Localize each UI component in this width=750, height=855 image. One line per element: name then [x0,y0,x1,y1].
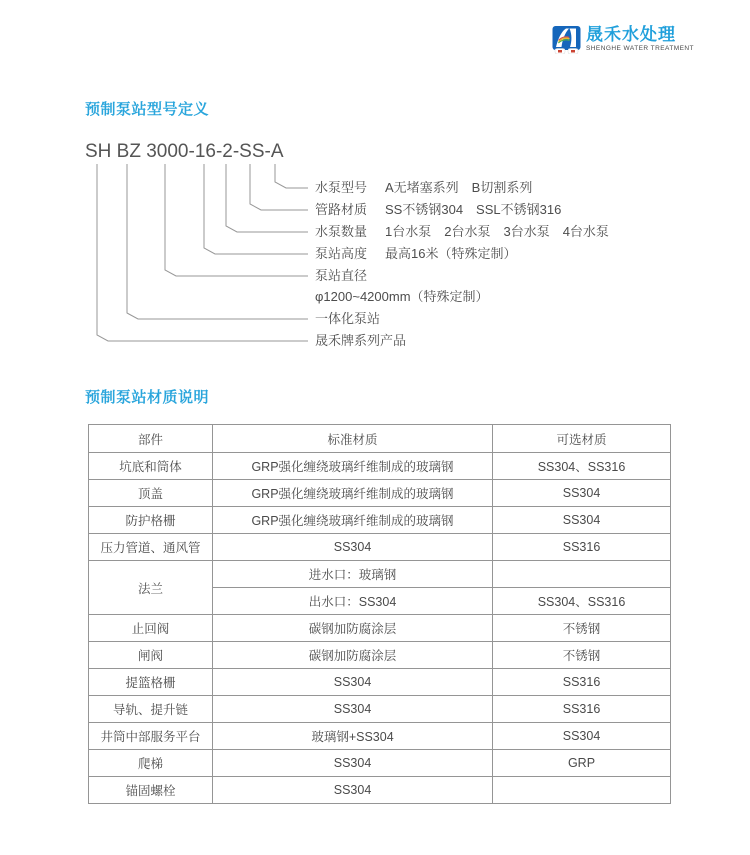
table-cell-standard: SS304 [213,696,493,723]
table-header-row [89,425,671,453]
diagram-term: 泵站直径 [315,268,368,283]
diagram-desc: 1台水泵 2台水泵 3台水泵 4台水泵 [385,224,609,239]
diagram-line [226,164,308,232]
diagram-desc: φ1200~4200mm（特殊定制） [315,289,489,304]
table-cell-standard: SS304 [213,750,493,777]
diagram-label-row [315,202,561,218]
table-cell-optional: SS316 [493,534,671,561]
table-row [89,453,671,480]
diagram-term: 水泵数量 [315,224,368,239]
diagram-line [275,164,308,188]
table-cell-optional: SS304 [493,480,671,507]
logo-text [586,26,694,53]
table-row [89,507,671,534]
table-cell-part: 导轨、提升链 [89,696,213,723]
diagram-label-row [315,268,385,284]
diagram-term: 管路材质 [315,202,368,217]
table-cell-optional: SS316 [493,669,671,696]
materials-table [88,424,671,804]
table-row [89,615,671,642]
table-row [89,750,671,777]
table-row [89,480,671,507]
table-header-standard: 标准材质 [213,425,493,453]
table-cell-optional [493,777,671,804]
table-cell-standard: SS304 [213,777,493,804]
table-cell-part: 压力管道、通风管 [89,534,213,561]
table-cell-standard: 出水口：SS304 [213,588,493,615]
logo-name-cn: 晟禾水处理 [586,25,676,44]
table-cell-optional: 不锈钢 [493,615,671,642]
table-row [89,669,671,696]
table-cell-standard: 进水口：玻璃钢 [213,561,493,588]
table-cell-part: 井筒中部服务平台 [89,723,213,750]
table-cell-part: 爬梯 [89,750,213,777]
diagram-label-row [315,224,609,240]
table-cell-optional: SS304 [493,723,671,750]
logo-name-en: SHENGHE WATER TREATMENT [586,45,694,52]
section-title-model-definition: 预制泵站型号定义 [85,101,210,118]
diagram-line [127,164,308,319]
diagram-label-row [315,180,532,196]
diagram-desc: 最高16米（特殊定制） [385,246,517,261]
table-cell-optional: GRP [493,750,671,777]
table-cell-part: 提篮格栅 [89,669,213,696]
table-cell-standard: 玻璃钢+SS304 [213,723,493,750]
table-cell-optional: SS304、SS316 [493,588,671,615]
table-cell-standard: GRP强化缠绕玻璃纤维制成的玻璃钢 [213,480,493,507]
table-cell-optional [493,561,671,588]
diagram-line [97,164,308,341]
table-cell-optional: SS304、SS316 [493,453,671,480]
materials-table-body [89,453,671,804]
diagram-desc: SS不锈钢304 SSL不锈钢316 [385,202,562,217]
diagram-label-row [315,333,424,349]
table-cell-part: 锚固螺栓 [89,777,213,804]
diagram-label-row [315,289,489,305]
diagram-desc: A无堵塞系列 B切割系列 [385,180,533,195]
table-header-optional: 可选材质 [493,425,671,453]
table-cell-part: 防护格栅 [89,507,213,534]
materials-table-head [89,425,671,453]
table-cell-standard: 碳钢加防腐涂层 [213,642,493,669]
table-cell-part: 止回阀 [89,615,213,642]
diagram-term: 一体化泵站 [315,311,381,326]
table-cell-optional: SS304 [493,507,671,534]
diagram-line [204,164,308,254]
diagram-term: 水泵型号 [315,180,368,195]
diagram-label-row [315,246,516,262]
table-row [89,561,671,588]
header-logo [552,26,694,54]
table-row [89,696,671,723]
table-cell-optional: SS316 [493,696,671,723]
table-row [89,642,671,669]
diagram-term: 泵站高度 [315,246,368,261]
table-cell-part: 顶盖 [89,480,213,507]
table-cell-optional: 不锈钢 [493,642,671,669]
table-cell-part: 闸阀 [89,642,213,669]
table-cell-standard: 碳钢加防腐涂层 [213,615,493,642]
diagram-label-row [315,311,398,327]
table-cell-standard: SS304 [213,669,493,696]
diagram-term: 晟禾牌系列产品 [315,333,407,348]
model-code: SH BZ 3000-16-2-SS-A [85,141,284,162]
table-row [89,534,671,561]
table-row [89,777,671,804]
section-title-material: 预制泵站材质说明 [85,389,210,406]
table-row [89,723,671,750]
table-cell-standard: GRP强化缠绕玻璃纤维制成的玻璃钢 [213,453,493,480]
table-cell-part: 法兰 [89,561,213,615]
shenghe-logo-icon [552,26,581,54]
table-cell-part: 坑底和筒体 [89,453,213,480]
table-cell-standard: SS304 [213,534,493,561]
table-header-part: 部件 [89,425,213,453]
diagram-line [165,164,308,276]
diagram-line [250,164,308,210]
table-cell-standard: GRP强化缠绕玻璃纤维制成的玻璃钢 [213,507,493,534]
